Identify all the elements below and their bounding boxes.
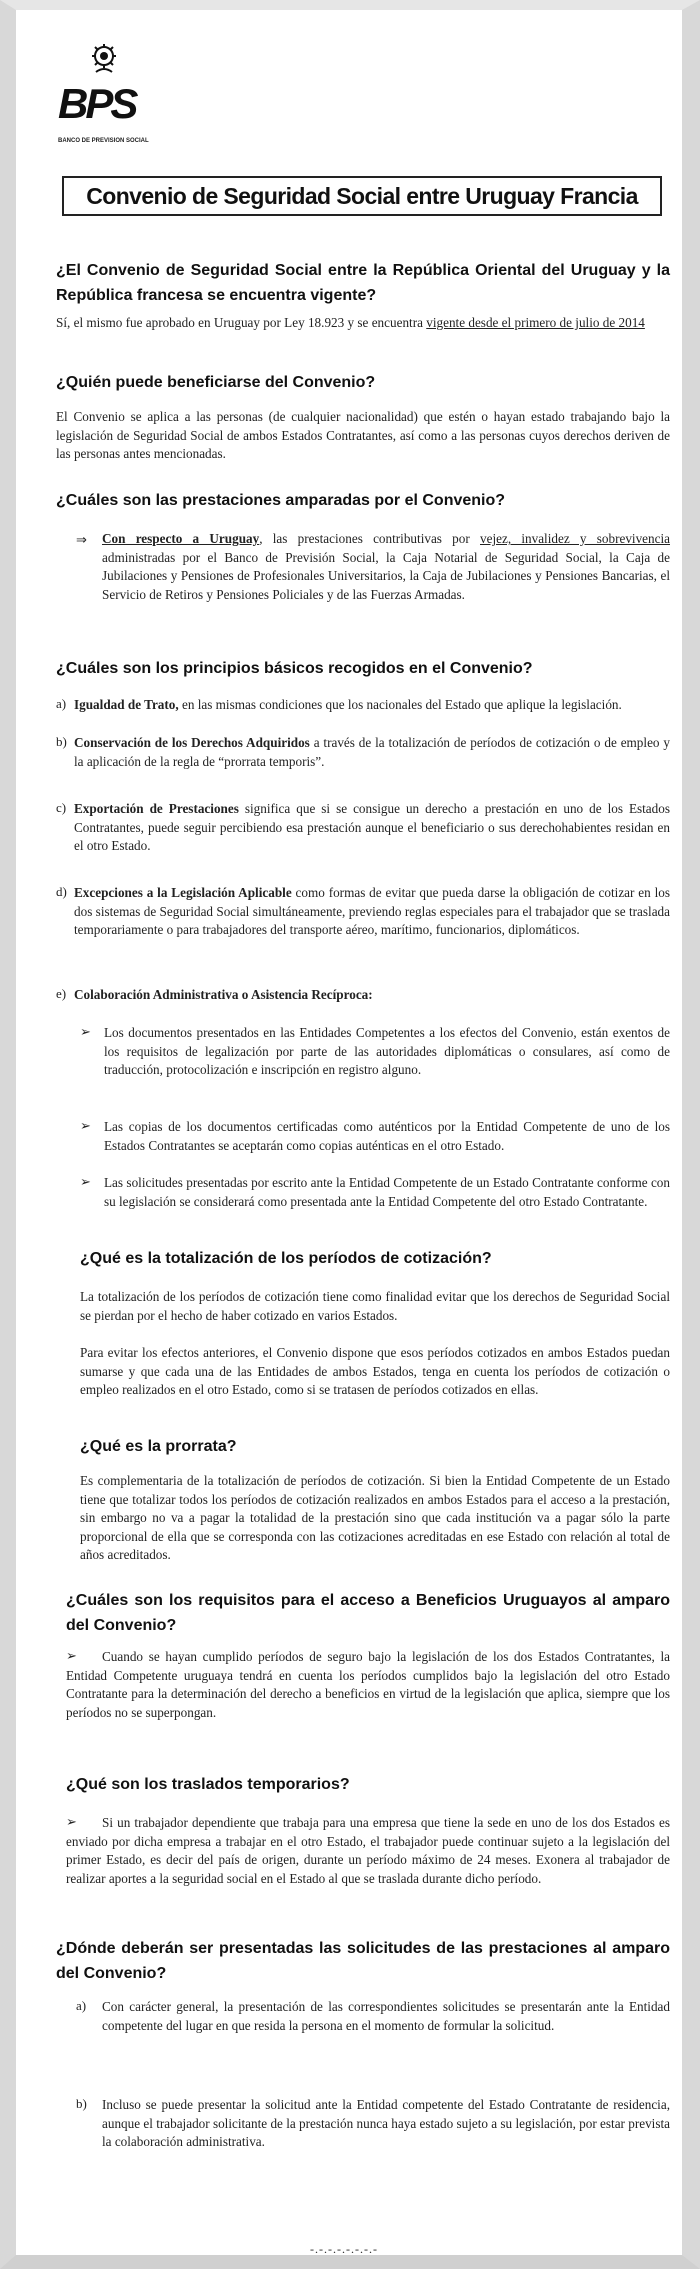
q4-b-label: b) bbox=[56, 734, 67, 749]
page-title: Convenio de Seguridad Social entre Uruguay Francia bbox=[86, 182, 638, 209]
q9-a-text: Con carácter general, la presentación de las correspondientes solicitudes se presentarán ante la Entidad competente del lugar en que resida la persona en el momento de formular la solicitud. bbox=[102, 1999, 670, 2033]
q4-c-text bbox=[74, 800, 670, 856]
q9-a-label: a) bbox=[76, 1998, 87, 2013]
q4-d-body: como formas de evitar que pueda darse la obligación de cotizar en los dos sistemas de Seguridad Social simultáneamente, previendo reglas especiales para el trabajador que se traslada temporariamente o para trabajadores del transporte aéreo, marítimo, funcionarios, diplomáticos. bbox=[74, 885, 670, 938]
q9-b-label: b) bbox=[76, 2096, 87, 2111]
q4-b-body: a través de la totalización de períodos de cotización o de empleo y la aplicación de la regla de “prorrata temporis”. bbox=[74, 735, 670, 769]
q4-d-bold: Excepciones a la Legislación Aplicable bbox=[74, 885, 292, 900]
q4-a-label: a) bbox=[56, 696, 67, 711]
q4-d-text bbox=[74, 884, 670, 940]
q4-b-text bbox=[74, 734, 670, 771]
q7-paragraph: Cuando se hayan cumplido períodos de seguro bajo la legislación de los dos Estados Contratantes, la Entidad Competente uruguaya tendrá en cuenta los períodos cumplidos bajo la legislación del otro Estado Contratante para la determinación del derecho a beneficios en virtud de la legislación que aplica, siempre que los períodos no se superpongan. bbox=[66, 1649, 670, 1720]
title-box bbox=[62, 176, 662, 216]
footer-separator: -.-.-.-.-.-.-.- bbox=[310, 2242, 378, 2256]
bullet-icon: ➢ bbox=[66, 1648, 77, 1663]
bps-logo bbox=[56, 42, 156, 142]
q1-answer-text: Sí, el mismo fue aprobado en Uruguay por Ley 18.923 y se encuentra bbox=[56, 315, 427, 330]
q9-heading: ¿Dónde deberán ser presentadas las solicitudes de las prestaciones al amparo del Convenio? bbox=[56, 1940, 670, 1982]
bullet-icon: ➢ bbox=[80, 1024, 91, 1039]
q1-heading: ¿El Convenio de Seguridad Social entre la República Oriental del Uruguay y la República francesa se encuentra vigente? bbox=[56, 262, 670, 304]
q9-b-text: Incluso se puede presentar la solicitud ante la Entidad competente del Estado Contratante de residencia, aunque el trabajador solicitante de la prestación nunca haya estado sujeto a su legislación, por estar prevista la colaboración administrativa. bbox=[102, 2097, 670, 2150]
sun-emblem-icon bbox=[90, 42, 118, 74]
q3-answer bbox=[102, 530, 670, 604]
q4-c-bold: Exportación de Prestaciones bbox=[74, 801, 239, 816]
q4-c-label: c) bbox=[56, 800, 67, 815]
bullet-icon: ➢ bbox=[80, 1118, 91, 1133]
q1-answer-underlined: vigente desde el primero de julio de 2014 bbox=[426, 315, 645, 330]
bullet-icon: ➢ bbox=[80, 1174, 91, 1189]
q3-benefits-underlined: vejez, invalidez y sobrevivencia bbox=[480, 531, 670, 546]
q6-paragraph: Es complementaria de la totalización de períodos de cotización. Si bien la Entidad Competente de un Estado tiene que totalizar todos los períodos de cotización realizados en ambos Estados para el acceso a la prestación, sin embargo no va a pagar la totalidad de la prestación sino que cada institución va a pagar sólo la parte proporcional de ella que se corresponda con las cotizaciones acreditadas en ese Estado con relación al total de años acreditados. bbox=[80, 1473, 670, 1563]
q3-uruguay-label: Con respecto a Uruguay bbox=[102, 531, 260, 546]
q6-heading: ¿Qué es la prorrata? bbox=[80, 1438, 237, 1455]
logo-subtitle: BANCO DE PREVISION SOCIAL bbox=[58, 138, 149, 144]
q3-text-1: , las prestaciones contributivas por bbox=[259, 531, 480, 546]
q2-answer: El Convenio se aplica a las personas (de cualquier nacionalidad) que estén o hayan estado trabajando bajo la legislación de Seguridad Social de ambos Estados Contratantes, así como a las personas cuyos derechos deriven de las personas antes mencionadas. bbox=[56, 409, 670, 462]
q3-heading: ¿Cuáles son las prestaciones amparadas por el Convenio? bbox=[56, 492, 506, 509]
q4-heading: ¿Cuáles son los principios básicos recogidos en el Convenio? bbox=[56, 660, 533, 677]
q8-heading: ¿Qué son los traslados temporarios? bbox=[66, 1776, 350, 1793]
q4-e-bullet-3: Las solicitudes presentadas por escrito ante la Entidad Competente de un Estado Contratante conforme con su legislación se considerará como presentada ante la Entidad Competente del otro Estado Contratante. bbox=[104, 1175, 670, 1209]
q8-paragraph: Si un trabajador dependiente que trabaja para una empresa que tiene la sede en uno de los dos Estados es enviado por dicha empresa a trabajar en el otro Estado, el trabajador puede continuar sujeto a la legislación del primer Estado, es decir del país de origen, durante un período máximo de 24 meses. Exonera al trabajador de realizar aportes a la seguridad social en el Estado al que se traslada durante dicho período. bbox=[66, 1815, 670, 1886]
q4-e-heading: Colaboración Administrativa o Asistencia Recíproca: bbox=[74, 987, 373, 1002]
bullet-icon: ➢ bbox=[66, 1814, 77, 1829]
q5-paragraph-2: Para evitar los efectos anteriores, el Convenio dispone que esos períodos cotizados en ambos Estados puedan sumarse y que cada una de las Entidades de ambos Estados, tenga en cuenta los períodos de cotización o empleo realizados en el otro Estado, como si se tratasen de períodos cotizados en ellas. bbox=[80, 1345, 670, 1398]
q4-e-bullet-2: Las copias de los documentos certificadas como auténticos por la Entidad Competente de uno de los Estados Contratantes se aceptarán como copias auténticas en el otro Estado. bbox=[104, 1119, 670, 1153]
logo-text: BPS bbox=[58, 80, 136, 127]
q4-a-text bbox=[74, 696, 670, 715]
q5-paragraph-1: La totalización de los períodos de cotización tiene como finalidad evitar que los derechos de Seguridad Social se pierdan por el hecho de haber cotizado en varios Estados. bbox=[80, 1289, 670, 1323]
q2-heading: ¿Quién puede beneficiarse del Convenio? bbox=[56, 374, 376, 391]
q4-a-bold: Igualdad de Trato, bbox=[74, 697, 179, 712]
q4-c-body: significa que si se consigue un derecho a prestación en uno de los Estados Contratantes, puede seguir percibiendo esa prestación aunque el beneficiario o sus derechohabientes residan en el otro Estado. bbox=[74, 801, 670, 854]
q4-b-bold: Conservación de los Derechos Adquiridos bbox=[74, 735, 310, 750]
q4-d-label: d) bbox=[56, 884, 67, 899]
arrow-icon: ⇒ bbox=[76, 532, 87, 547]
q3-text-2: administradas por el Banco de Previsión Social, la Caja Notarial de Seguridad Social, la Caja de Jubilaciones y Pensiones de Profesionales Universitarios, la Caja de Jubilaciones y Pensiones Bancarias, el Servicio de Retiros y Pensiones Policiales y de las Fuerzas Armadas. bbox=[102, 549, 670, 602]
q5-heading: ¿Qué es la totalización de los períodos de cotización? bbox=[80, 1250, 492, 1267]
q7-heading: ¿Cuáles son los requisitos para el acceso a Beneficios Uruguayos al amparo del Convenio? bbox=[66, 1592, 670, 1634]
q4-e-bullet-1: Los documentos presentados en las Entidades Competentes a los efectos del Convenio, están exentos de los requisitos de legalización por parte de las autoridades diplomáticas o consulares, así como de traducción, protocolización e inscripción en registro alguno. bbox=[104, 1025, 670, 1078]
q1-answer bbox=[56, 314, 670, 333]
q4-e-label: e) bbox=[56, 986, 67, 1001]
q4-a-body: en las mismas condiciones que los nacionales del Estado que aplique la legislación. bbox=[178, 697, 622, 712]
